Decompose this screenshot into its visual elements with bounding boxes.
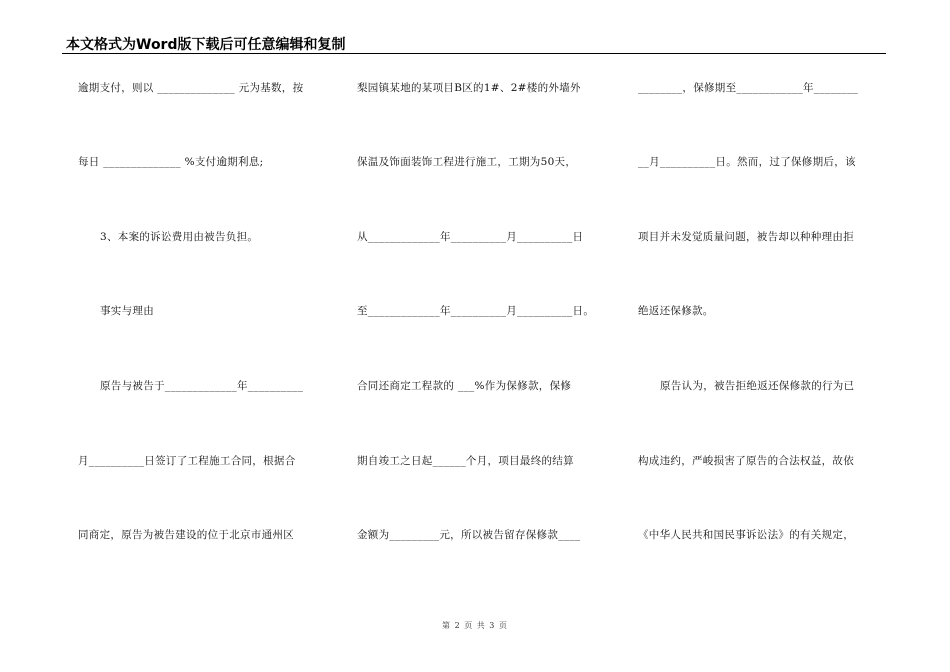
text-line: 原告认为，被告拒绝返还保修款的行为已 bbox=[660, 380, 855, 392]
text-line: __月__________日。然而，过了保修期后，该 bbox=[638, 156, 856, 168]
header-divider bbox=[62, 53, 886, 54]
text-line: 项目并未发觉质量问题，被告却以种种理由拒 bbox=[638, 231, 854, 243]
text-line: 合同还商定工程款的 ___%作为保修款，保修 bbox=[357, 380, 572, 392]
text-line: 期自竣工之日起______个月，项目最终的结算 bbox=[357, 455, 574, 467]
text-line: 逾期支付，则以 ______________ 元为基数，按 bbox=[78, 82, 304, 94]
text-line: 从_____________年__________月__________日 bbox=[357, 231, 584, 243]
section-heading: 事实与理由 bbox=[100, 305, 154, 317]
text-line: 原告与被告于_____________年__________ bbox=[100, 380, 304, 392]
text-line: 同商定，原告为被告建设的位于北京市通州区 bbox=[78, 529, 294, 541]
text-line: 金额为_________元，所以被告留存保修款____ bbox=[357, 529, 581, 541]
text-line: 月__________日签订了工程施工合同，根据合 bbox=[78, 455, 296, 467]
text-line: 3、本案的诉讼费用由被告负担。 bbox=[100, 231, 259, 243]
text-line: 构成违约，严峻损害了原告的合法权益，故依 bbox=[638, 455, 854, 467]
page-number: 第 2 页 共 3 页 bbox=[442, 621, 508, 630]
header-title: 本文格式为Word版下载后可任意编辑和复制 bbox=[66, 37, 346, 53]
text-line: 绝返还保修款。 bbox=[638, 305, 714, 317]
text-line: 保温及饰面装饰工程进行施工，工期为50天， bbox=[357, 156, 577, 168]
text-line: ________，保修期至____________年________ bbox=[638, 82, 859, 94]
text-line: 《中华人民共和国民事诉讼法》的有关规定， bbox=[638, 529, 854, 541]
text-line: 至_____________年__________月__________日。 bbox=[357, 305, 595, 317]
text-line: 梨园镇某地的某项目B区的1#、2#楼的外墙外 bbox=[357, 82, 581, 94]
text-line: 每日 ______________ %支付逾期利息; bbox=[78, 156, 264, 168]
